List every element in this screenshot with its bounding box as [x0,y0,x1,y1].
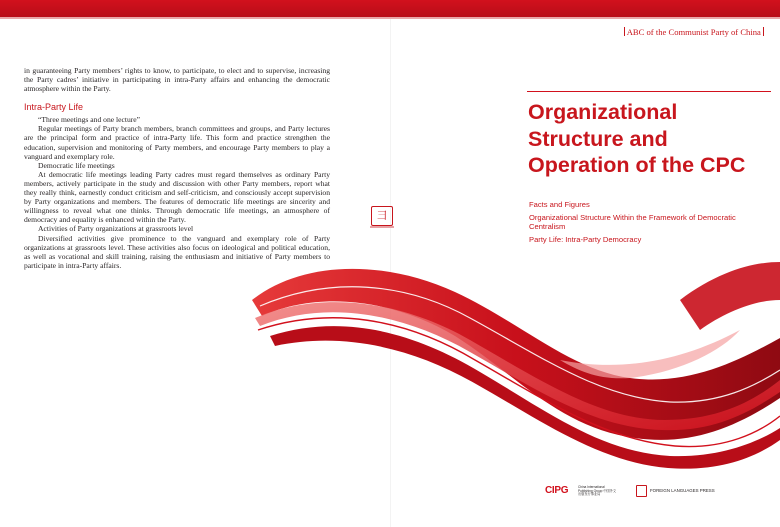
series-label: ABC of the Communist Party of China [624,27,764,37]
contents-item-3: Party Life: Intra-Party Democracy [529,234,642,244]
subsection-text-2: At democratic life meetings leading Party cadres must regard themselves as ordinary Party members, actively participate in the study and discussion with other Party members, report what they really think, earnestly conduct criticism and self-criticism, and consciously accept supervision by Party organizations and members. The features of democratic life meetings are sincerity and willingness to reveal what one thinks. Through democratic life meetings, an atmosphere of democracy and equality is enhanced within the Party. [24,169,330,225]
subsection-title-3: Activities of Party organizations at grassroots level [38,224,194,234]
contents-item-2: Organizational Structure Within the Framework of Democratic Centralism [529,212,736,232]
section-heading: Intra-Party Life [24,102,84,113]
subsection-title-2: Democratic life meetings [38,160,115,170]
subsection-text-3: Diversified activities give prominence to the vanguard and exemplary role of Party organizations at grassroots level. These activities also focus on ideological and political education, as well as vocational and skill training, raising the enthusiasm and initiative of Party members to participate in intra-Party affairs. [24,233,330,270]
cipg-logo-text: China International Publishing Group 中国外文出版发行事业局 [578,485,617,497]
cipg-logo: CIPG [545,485,569,496]
title-line-3: Operation of the CPC [528,153,746,177]
flp-logo-text: FOREIGN LANGUAGES PRESS [650,488,715,493]
flp-logo-icon [636,485,647,497]
ribbon-curl [680,262,780,330]
subsection-title-1: “Three meetings and one lecture” [38,115,141,125]
title-line-1: Organizational [528,100,678,124]
title-line-2: Structure and [528,126,668,151]
subsection-text-1: Regular meetings of Party branch members, branch committees and groups, and Party lectures are the principal form and practice of intra-Party life. This form and practice strengthen the education, supervision and monitoring of Party members, and encourage Party members to play a vanguard and exemplary role. [24,124,330,161]
contents-item-1: Facts and Figures [529,200,590,209]
seal-icon: 彐 [371,206,393,226]
intro-paragraph: in guaranteeing Party members’ rights to know, to participate, to elect and to supervise, increasing the Party cadres’ initiative in participating in intra-Party affairs and enhancing the democratic atmosphere within the Party. [24,66,330,94]
